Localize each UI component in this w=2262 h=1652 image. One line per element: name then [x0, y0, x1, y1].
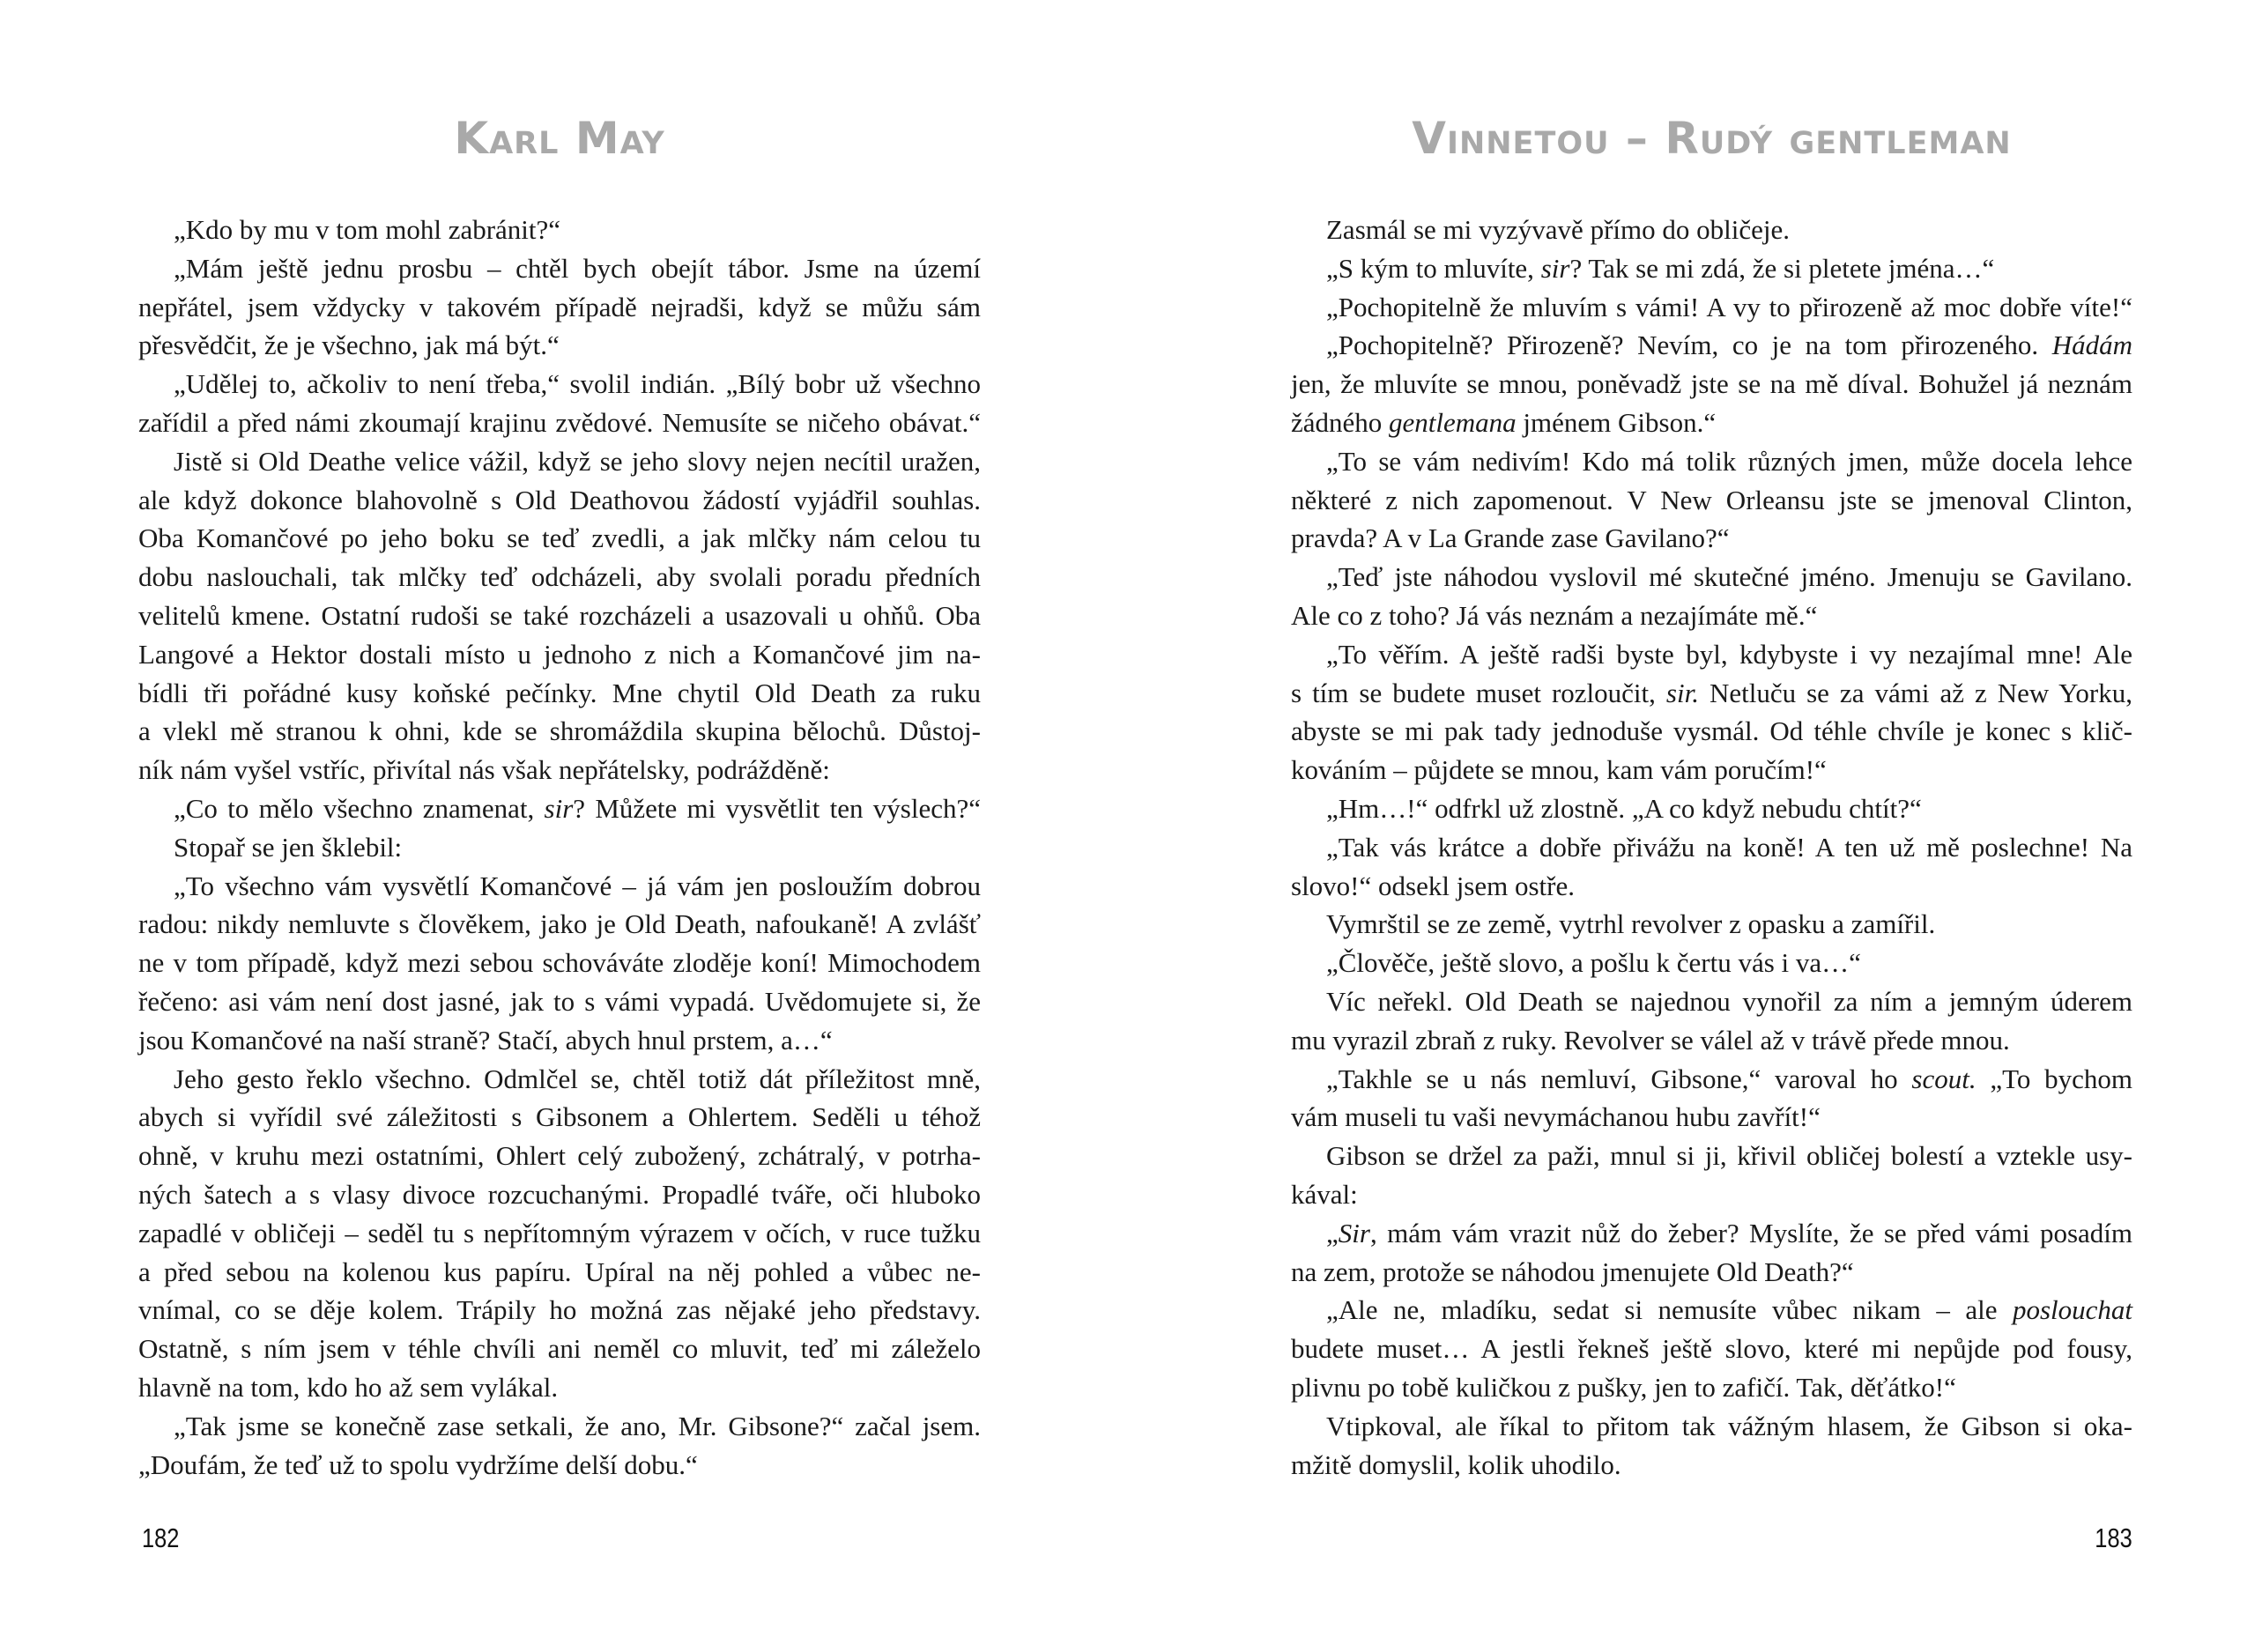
text-run: s tím se budete muset rozloučit, — [1291, 677, 1666, 708]
text-line — [138, 674, 981, 713]
text-run: „Ale ne, mladíku, sedat si nemusíte vůbec nikam – ale — [1326, 1294, 2013, 1326]
text-line — [138, 944, 981, 982]
text-line — [1291, 828, 2132, 867]
text-run: „Teď jste náhodou vyslovil mé skutečné jméno. Jmenuju se Gavilano. — [1326, 561, 2132, 593]
text-run: přesvědčit, že je všechno, jak má být.“ — [138, 330, 560, 361]
text-run: Gibson se držel za paži, mnul si ji, křivil obličej bolestí a vztekle usy- — [1326, 1140, 2132, 1172]
text-run: radou: nikdy nemluvte s člověkem, jako je Old Death, nafoukaně! A zvlášť — [138, 908, 981, 940]
text-line — [1291, 1098, 2132, 1137]
text-line — [138, 326, 981, 365]
text-line — [138, 635, 981, 674]
text-run: ale když dokonce blahovolně s Old Deathovou žádostí vyjádřil souhlas. — [138, 484, 981, 515]
text-run: ? Můžete mi vysvětlit ten výslech?“ — [573, 792, 981, 824]
text-run: „Co to mělo všechno znamenat, — [174, 792, 545, 824]
text-run: jsou Komančové na naší straně? Stačí, abych hnul prstem, a…“ — [138, 1024, 833, 1056]
italic-text-run: sir — [544, 792, 574, 824]
text-line — [138, 519, 981, 558]
text-run: Vymrštil se ze země, vytrhl revolver z opasku a zamířil. — [1326, 908, 1936, 940]
text-line — [138, 404, 981, 442]
text-run: budete muset… A jestli řekneš ještě slovo, které mi nepůjde pod fousy, — [1291, 1333, 2132, 1365]
text-run: „To bychom — [1976, 1063, 2132, 1094]
italic-text-run: scout. — [1911, 1063, 1976, 1094]
text-line — [1291, 944, 2132, 982]
page-number: 183 — [2095, 1522, 2132, 1553]
text-line — [138, 867, 981, 906]
running-head-title: Vinnetou – Rudý gentleman — [1412, 113, 2012, 164]
text-line — [138, 481, 981, 520]
text-line — [138, 1330, 981, 1368]
text-run: hlavně na tom, kdo ho až sem vylákal. — [138, 1371, 559, 1403]
text-line — [1291, 1175, 2132, 1214]
text-run: „Doufám, že teď už to spolu vydržíme delší dobu.“ — [138, 1448, 698, 1480]
text-run: žádného — [1291, 406, 1390, 438]
text-line — [1291, 519, 2132, 558]
text-run: Zasmál se mi vyzývavě přímo do obličeje. — [1326, 214, 1790, 245]
text-run: nepřátel, jsem vždycky v takovém případě nejradši, když se můžu sám — [138, 291, 981, 322]
text-run: řečeno: asi vám není dost jasné, jak to s vámi vypadá. Uvědomujete si, že — [138, 985, 981, 1017]
text-run: „ — [1326, 1217, 1339, 1248]
text-run: Jistě si Old Deathe velice vážil, když se jeho slovy nejen necítil uražen, — [174, 445, 981, 477]
text-line — [138, 1446, 981, 1485]
text-run: „To se vám nedivím! Kdo má tolik různých jmen, může docela lehce — [1326, 445, 2132, 477]
body-text-column — [138, 211, 981, 1484]
text-run: Stopař se jen šklebil: — [174, 831, 403, 863]
text-line — [138, 1214, 981, 1253]
text-run: Netluču se za vámi až z New Yorku, — [1698, 677, 2132, 708]
text-line — [1291, 1021, 2132, 1060]
text-line — [138, 1137, 981, 1175]
text-line — [1291, 867, 2132, 906]
text-line — [1291, 1060, 2132, 1099]
text-run: „Pochopitelně že mluvím s vámi! A vy to přirozeně až moc dobře víte!“ — [1326, 291, 2132, 322]
text-run: ne v tom případě, když mezi sebou schováváte zloděje koní! Mimochodem — [138, 947, 981, 979]
italic-text-run: sir — [1540, 252, 1570, 284]
running-head-author: Karl May — [454, 113, 665, 164]
text-run: plivnu po tobě kuličkou z pušky, jen to zafičí. Tak, děťátko!“ — [1291, 1371, 1956, 1403]
text-line — [1291, 905, 2132, 944]
text-run: zapadlé v obličeji – seděl tu s nepřítomným výrazem v očích, v ruce tužku — [138, 1217, 981, 1248]
text-line — [138, 1060, 981, 1099]
text-line — [1291, 1407, 2132, 1446]
text-run: ník nám vyšel vstříc, přivítal nás však nepřátelsky, podrážděně: — [138, 754, 830, 786]
text-line — [138, 751, 981, 789]
text-line — [1291, 288, 2132, 327]
text-line — [1291, 558, 2132, 596]
text-run: Jeho gesto řeklo všechno. Odmlčel se, chtěl totiž dát příležitost mně, — [174, 1063, 981, 1094]
text-run: „S kým to mluvíte, — [1326, 252, 1541, 284]
text-line — [138, 1253, 981, 1292]
text-run: abyste se mi pak tady jednoduše vysmál. Od téhle chvíle je konec s klič- — [1291, 715, 2132, 747]
text-run: pravda? A v La Grande zase Gavilano?“ — [1291, 522, 1730, 554]
text-line — [138, 982, 981, 1021]
text-run: „To věřím. A ještě radši byste byl, kdybyste i vy nezajímal mne! Ale — [1326, 638, 2132, 670]
text-run: Vtipkoval, ale říkal to přitom tak vážným hlasem, že Gibson si oka- — [1326, 1410, 2132, 1441]
italic-text-run: gentlemana — [1389, 406, 1517, 438]
text-line — [1291, 442, 2132, 481]
text-line — [138, 905, 981, 944]
text-run: , mám vám vrazit nůž do žeber? Myslíte, že se před vámi posadím — [1369, 1217, 2132, 1248]
text-line — [1291, 365, 2132, 404]
text-line — [1291, 1446, 2132, 1485]
text-run: Ostatně, s ním jsem v téhle chvíli ani neměl co mluvit, teď mi záleželo — [138, 1333, 981, 1365]
text-run: „Udělej to, ačkoliv to není třeba,“ svolil indián. „Bílý bobr už všechno — [174, 368, 981, 400]
text-run: jen, že mluvíte se mnou, poněvadž jste se na mě díval. Bohužel já neznám — [1291, 368, 2132, 400]
text-run: „Mám ještě jednu prosbu – chtěl bych obejít tábor. Jsme na území — [174, 252, 981, 284]
text-run: ohně, v kruhu mezi ostatními, Ohlert celý zubožený, zchátralý, v potrha- — [138, 1140, 981, 1172]
text-run: Ale co z toho? Já vás neznám a nezajímáte mě.“ — [1291, 599, 1818, 631]
text-run: Langové a Hektor dostali místo u jednoho z nich a Komančové jim na- — [138, 638, 981, 670]
text-run: jménem Gibson.“ — [1516, 406, 1717, 438]
text-line — [1291, 1253, 2132, 1292]
text-line — [138, 828, 981, 867]
text-line — [138, 596, 981, 635]
text-line — [138, 249, 981, 288]
text-run: slovo!“ odsekl jsem ostře. — [1291, 870, 1576, 901]
text-line — [1291, 596, 2132, 635]
text-run: vnímal, co se děje kolem. Trápily ho možná zas nějaké jeho představy. — [138, 1294, 981, 1326]
text-run: a před sebou na kolenou kus papíru. Upíral na něj pohled a vůbec ne- — [138, 1256, 981, 1287]
text-line — [138, 1368, 981, 1407]
text-run: na zem, protože se náhodou jmenujete Old Death?“ — [1291, 1256, 1854, 1287]
text-run: dobu naslouchali, tak mlčky teď odcházeli, aby svolali poradu předních — [138, 561, 981, 593]
italic-text-run: Sir — [1338, 1217, 1370, 1248]
text-line — [1291, 1214, 2132, 1253]
italic-text-run: sir. — [1665, 677, 1699, 708]
text-line — [138, 442, 981, 481]
text-run: „Tak jsme se konečně zase setkali, že ano, Mr. Gibsone?“ začal jsem. — [174, 1410, 981, 1441]
text-line — [138, 211, 981, 249]
text-line — [138, 789, 981, 828]
text-run: „Hm…!“ odfrkl už zlostně. „A co když nebudu chtít?“ — [1326, 792, 1922, 824]
text-line — [138, 1021, 981, 1060]
text-run: ? Tak se mi zdá, že si pletete jména…“ — [1569, 252, 1995, 284]
right-page — [1131, 0, 2262, 1652]
text-line — [1291, 481, 2132, 520]
text-line — [1291, 751, 2132, 789]
text-line — [138, 558, 981, 596]
text-line — [138, 712, 981, 751]
text-line — [1291, 1368, 2132, 1407]
text-run: abych si vyřídil své záležitosti s Gibsonem a Ohlertem. Seděli u téhož — [138, 1101, 981, 1133]
text-line — [138, 288, 981, 327]
text-run: „Člověče, ještě slovo, a pošlu k čertu vás i va…“ — [1326, 947, 1861, 979]
text-run: kával: — [1291, 1178, 1358, 1210]
text-line — [1291, 712, 2132, 751]
text-run: velitelů kmene. Ostatní rudoši se také rozcházeli a usazovali u ohňů. Oba — [138, 599, 981, 631]
text-line — [1291, 635, 2132, 674]
text-line — [1291, 1330, 2132, 1368]
body-text-column — [1291, 211, 2132, 1484]
text-run: „Pochopitelně? Přirozeně? Nevím, co je na tom přirozeného. — [1326, 330, 2052, 361]
page-number: 182 — [142, 1522, 180, 1553]
text-line — [1291, 211, 2132, 249]
text-line — [1291, 674, 2132, 713]
text-line — [1291, 982, 2132, 1021]
text-run: zařídil a před námi zkoumají krajinu zvědové. Nemusíte se ničeho obávat.“ — [138, 406, 981, 438]
text-line — [1291, 404, 2132, 442]
text-run: bídli tři pořádné kusy koňské pečínky. Mne chytil Old Death za ruku — [138, 677, 981, 708]
text-run: mžitě domyslil, kolik uhodilo. — [1291, 1448, 1621, 1480]
text-line — [138, 1098, 981, 1137]
text-line — [1291, 789, 2132, 828]
text-run: Víc neřekl. Old Death se najednou vynořil za ním a jemným úderem — [1326, 985, 2132, 1017]
text-run: mu vyrazil zbraň z ruky. Revolver se válel až v trávě přede mnou. — [1291, 1024, 2010, 1056]
text-run: a vlekl mě stranou k ohni, kde se shromáždila skupina bělochů. Důstoj- — [138, 715, 981, 747]
text-run: některé z nich zapomenout. V New Orleansu jste se jmenoval Clinton, — [1291, 484, 2132, 515]
text-run: Oba Komančové po jeho boku se teď zvedli, a jak mlčky nám celou tu — [138, 522, 981, 554]
text-line — [138, 1175, 981, 1214]
text-run: „To všechno vám vysvětlí Komančové – já vám jen posloužím dobrou — [174, 870, 981, 901]
text-run: „Takhle se u nás nemluví, Gibsone,“ varoval ho — [1326, 1063, 1912, 1094]
text-run: vám museli tu vaši nevymáchanou hubu zavřít!“ — [1291, 1101, 1821, 1133]
text-run: „Kdo by mu v tom mohl zabránit?“ — [174, 214, 561, 245]
text-line — [138, 1291, 981, 1330]
text-run: ných šatech a s vlasy divoce rozcuchanými. Propadlé tváře, oči hluboko — [138, 1178, 981, 1210]
text-run: „Tak vás krátce a dobře přivážu na koně! A ten už mě poslechne! Na — [1326, 831, 2132, 863]
text-line — [1291, 249, 2132, 288]
text-line — [138, 1407, 981, 1446]
italic-text-run: Hádám — [2051, 330, 2132, 361]
text-run: kováním – půjdete se mnou, kam vám poručím!“ — [1291, 754, 1827, 786]
italic-text-run: poslouchat — [2012, 1294, 2132, 1326]
text-line — [1291, 1291, 2132, 1330]
text-line — [1291, 1137, 2132, 1175]
text-line — [138, 365, 981, 404]
text-line — [1291, 326, 2132, 365]
